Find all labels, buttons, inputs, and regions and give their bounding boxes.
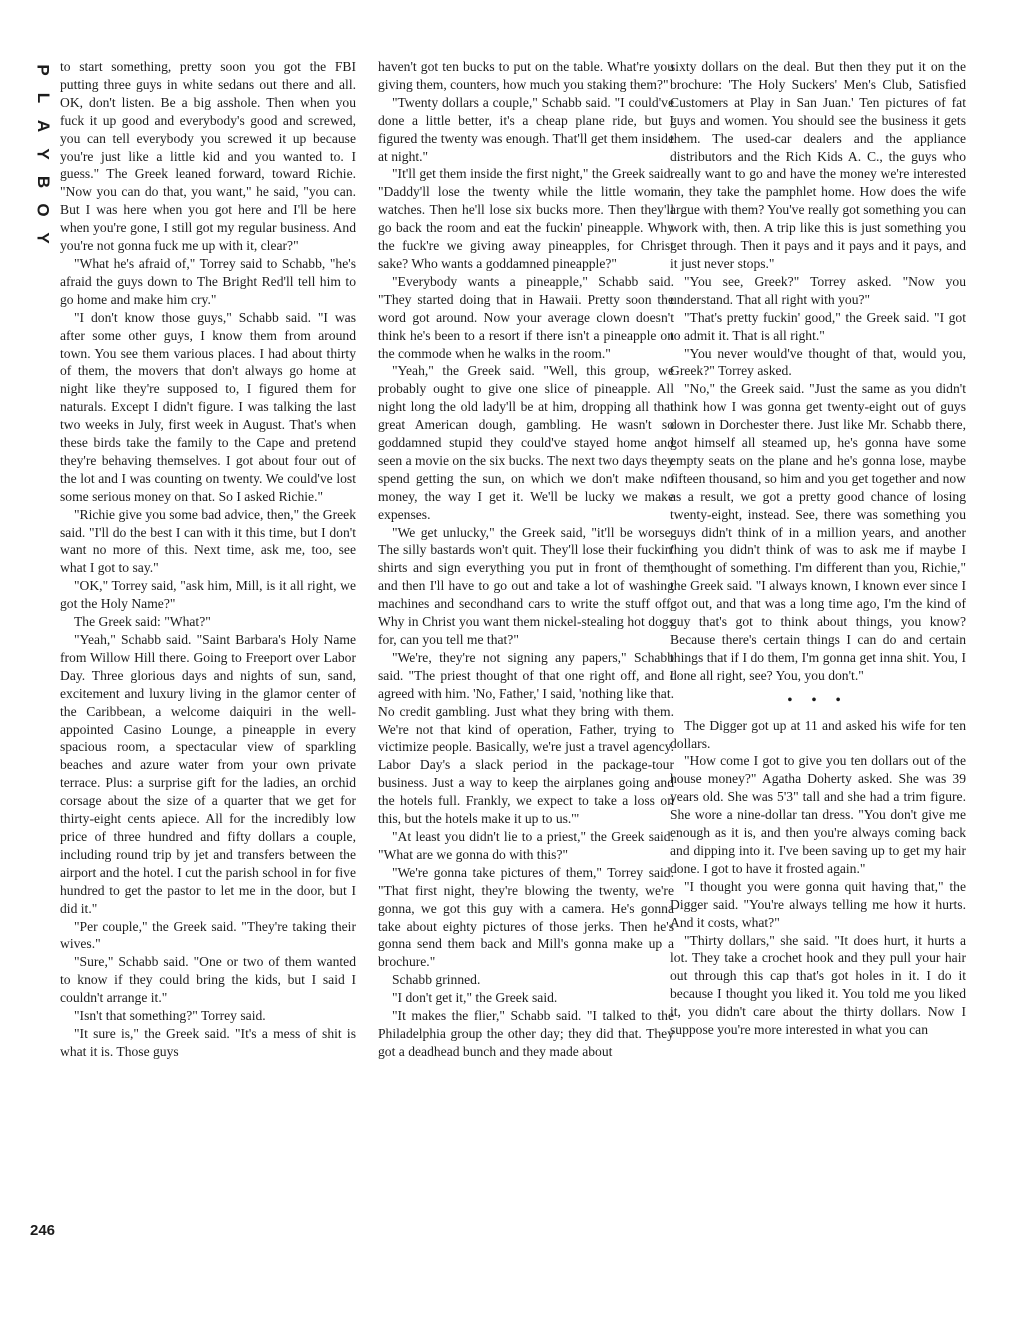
paragraph: "I don't know those guys," Schabb said. "I was after some other guys, I know them from around town. You see them various places. I had about thirty of them, the movers that don't always go home at night like they're supposed to, I figured them for naturals. Except I didn't figure. I was talking the last two weeks in July, first week in August. That's when these birds take the family to the Cape and pretend they're behaving themselves. I got about four out of the lot and I was counting on twenty. We could've lost some serious money on that. So I asked Richie." xyxy=(60,309,356,504)
paragraph: "That's pretty fuckin' good," the Greek said. "I got to admit it. That is all right." xyxy=(670,309,966,343)
paragraph: "It sure is," the Greek said. "It's a mess of shit is what it is. Those guys xyxy=(60,1025,356,1059)
paragraph: "You never would've thought of that, would you, Greek?" Torrey asked. xyxy=(670,345,966,379)
paragraph: "Everybody wants a pineapple," Schabb said. "They started doing that in Hawaii. Pretty soon the word got around. Now your average clown doesn't think he's been to a resort if there isn't a pineapple on the commode when he walks in the room." xyxy=(378,273,674,361)
text-column-1 xyxy=(60,58,356,1258)
paragraph: sixty dollars on the deal. But then they put it on the brochure: 'The Holy Suckers' Men's Club, Satisfied Customers at Play in San Juan.' Ten pictures of fat guys and women. You should see the business it gets them. The used-car dealers and the appliance distributors and the Rich Kids A. C., the guys who really want to go and have the money we're interested in, they take the pamphlet home. How does the wife argue with them? You've really got something you can work with, then. A trip like this is just something you get through. Then it pays and it pays and it pays, and it just never stops." xyxy=(670,59,966,271)
text-column-2 xyxy=(378,58,674,1258)
paragraph: "I don't get it," the Greek said. xyxy=(392,990,558,1006)
paragraph: "Yeah," Schabb said. "Saint Barbara's Holy Name from Willow Hill there. Going to Freeport over Labor Day. Three glorious days and nights of sun, sand, excitement and luxury living in the glamor center of the Caribbean, a welcome daiquiri in the well-appointed Casino Lounge, a pineapple in every spacious room, a spectacular view of sparkling beaches and azure water from your own private terrace. Plus: a surprise gift for the ladies, an orchid corsage about the size of a quarter that we get for thirty-eight cents apiece. All for the incredibly low price of three hundred and fifty dollars a couple, including round trip by jet and transfers between the airport and the hotel. I cut the parish school in for five hundred to get the pastor to let me in the door, but I did it." xyxy=(60,632,356,916)
paragraph: "It makes the flier," Schabb said. "I talked to the Philadelphia group the other day; they did that. They got a deadhead bunch and they made about xyxy=(378,1008,674,1059)
masthead-letter: Y xyxy=(34,232,53,244)
paragraph: to start something, pretty soon you got the FBI putting three guys in white sedans out there and all. OK, don't listen. Be a big asshole. Then when you fuck it up good and everybody's good and screwed, you can tell everybody you screwed it up because you're just like a little kid and you wanted to. I guess." The Greek leaned forward, toward Richie. "Now you can do that, you want," he said, "you can. But I was here when you got here and I'll be here when you're gone, I still got my regular business. And you're not gonna fuck me up with it, clear?" xyxy=(60,59,356,254)
paragraph: "We're, they're not signing any papers," Schabb said. "The priest thought of that one right off, and I agreed with him. 'No, Father,' I said, 'nothing like that. No credit gambling. Just what they bring with them. We're not that kind of operation, Father, trying to victimize people. Basically, we're just a travel agency. Labor Day's a slack period in the package-tour business. Just a way to keep the airplanes going and the hotels full. Frankly, we expect to take a loss on this, but the hotels make it up to us.'" xyxy=(378,649,674,827)
masthead-letter: A xyxy=(34,119,53,133)
paragraph: "It'll get them inside the first night," the Greek said. "Daddy'll lose the twenty while the little woman watches. Then he'll lose six bucks more. Then they'll go back the room and eat the fuckin' pineapple. Why the fuck're we giving away pineapples, for Christ sake? Who wants a goddamned pineapple?" xyxy=(378,166,674,271)
paragraph: "Thirty dollars," she said. "It does hurt, it hurts a lot. They take a crochet hook and they pull your hair out through this cap that's got holes in it. I do it because I thought you liked it. You told me you liked it, you didn't care about the thirty dollars. Now I suppose you're more interested in what you can xyxy=(670,932,966,1038)
masthead-letter: B xyxy=(34,175,53,189)
paragraph: The Greek said: "What?" xyxy=(74,614,211,630)
masthead-letter: Y xyxy=(34,148,53,160)
paragraph: "Per couple," the Greek said. "They're taking their wives." xyxy=(60,918,356,952)
page-number: 246 xyxy=(30,1222,56,1239)
paragraph: "Richie give you some bad advice, then," the Greek said. "I'll do the best I can with it this time, but I don't want no more of this. Next time, ask me, too, see what I got to say." xyxy=(60,506,356,576)
paragraph: "Isn't that something?" Torrey said. xyxy=(74,1008,266,1024)
paragraph: Schabb grinned. xyxy=(392,972,481,988)
masthead-letter: P xyxy=(34,64,53,76)
paragraph: "We get unlucky," the Greek said, "it'll be worse. The silly bastards won't quit. They'll lose their fuckin' shirts and sign everything you put in front of them, and then I'll have to go out and take a lot of washing machines and secondhand cars to write the stuff off. Why in Christ you want them nickel-stealing hot dogs for, can you tell me that?" xyxy=(378,524,674,647)
paragraph: The Digger got up at 11 and asked his wife for ten dollars. xyxy=(670,717,966,751)
text-column-3 xyxy=(670,58,966,1258)
paragraph: "OK," Torrey said, "ask him, Mill, is it all right, we got the Holy Name?" xyxy=(60,578,356,612)
paragraph: "We're gonna take pictures of them," Torrey said. "That first night, they're blowing the twenty, we're gonna, we got this guy with a camera. He's gonna take about eighty pictures of those jerks. Then he's gonna send them back and Mill's gonna make up a brochure." xyxy=(378,864,674,970)
paragraph: "I thought you were gonna quit having that," the Digger said. "You're always telling me how it hurts. And it costs, what?" xyxy=(670,878,966,930)
paragraph: "What he's afraid of," Torrey said to Schabb, "he's afraid the guys down to The Bright Red'll tell him to go home and make him cry." xyxy=(60,255,356,307)
paragraph: "How come I got to give you ten dollars out of the house money?" Agatha Doherty asked. She was 39 years old. She was 5'3" tall and she had a trim figure. She wore a nine-dollar tan dress. "You don't give me enough as it is, and then you're always coming back and dipping into it. I've been saving up to get my hair done. I got to have it frosted again." xyxy=(670,753,966,876)
paragraph: "No," the Greek said. "Just the same as you didn't think how I was gonna get twenty-eight out of guys down in Dorchester there. Just like Mr. Schabb there, got himself all steamed up, he's gonna have some empty seats on the plane and he's gonna lose, maybe fifteen thousand, so him and you get together and now as a result, we got a pretty good chance of losing twenty-eight, instead. See, there was something you guys didn't think of in a million years, and another thing you didn't think of was to ask me if maybe I thought of something. I'm different than you, Richie," the Greek said. "I always known, I known ever since I got out, and that was a long time ago, I'm the kind of guy that's got to think about things, you know? Because there's certain things I can do and certain things that if I do them, I'm gonna get inna shit. You, I done all right, see? You, you don't." xyxy=(670,381,966,683)
masthead xyxy=(28,56,58,252)
masthead-letter: L xyxy=(33,92,53,104)
paragraph: "Twenty dollars a couple," Schabb said. "I could've done a little better, it's a cheap plane ride, but I figured the twenty was enough. That'll get them inside at night." xyxy=(378,94,674,164)
masthead-letter: O xyxy=(33,203,53,217)
paragraph: "You see, Greek?" Torrey asked. "Now you understand. That all right with you?" xyxy=(670,273,966,307)
paragraph: "Yeah," the Greek said. "Well, this group, we probably ought to give one slice of pineapple. All night long the old lady'll be at him, dropping all that great American dough, gambling. He wasn't so goddamned stupid they could've stayed home and seen a movie on the six bucks. The next two days they spend getting the sun, on which we don't make no money, the way I get it. We'll be lucky we make expenses. xyxy=(378,363,674,522)
paragraph: haven't got ten bucks to put on the table. What're you giving them, counters, how much you staking them?" xyxy=(378,59,674,92)
paragraph: "Sure," Schabb said. "One or two of them wanted to know if they could bring the kids, but I said I couldn't arrange it." xyxy=(60,954,356,1006)
section-break: • • • xyxy=(787,691,849,707)
paragraph: "At least you didn't lie to a priest," the Greek said. "What are we gonna do with this?" xyxy=(378,828,674,862)
